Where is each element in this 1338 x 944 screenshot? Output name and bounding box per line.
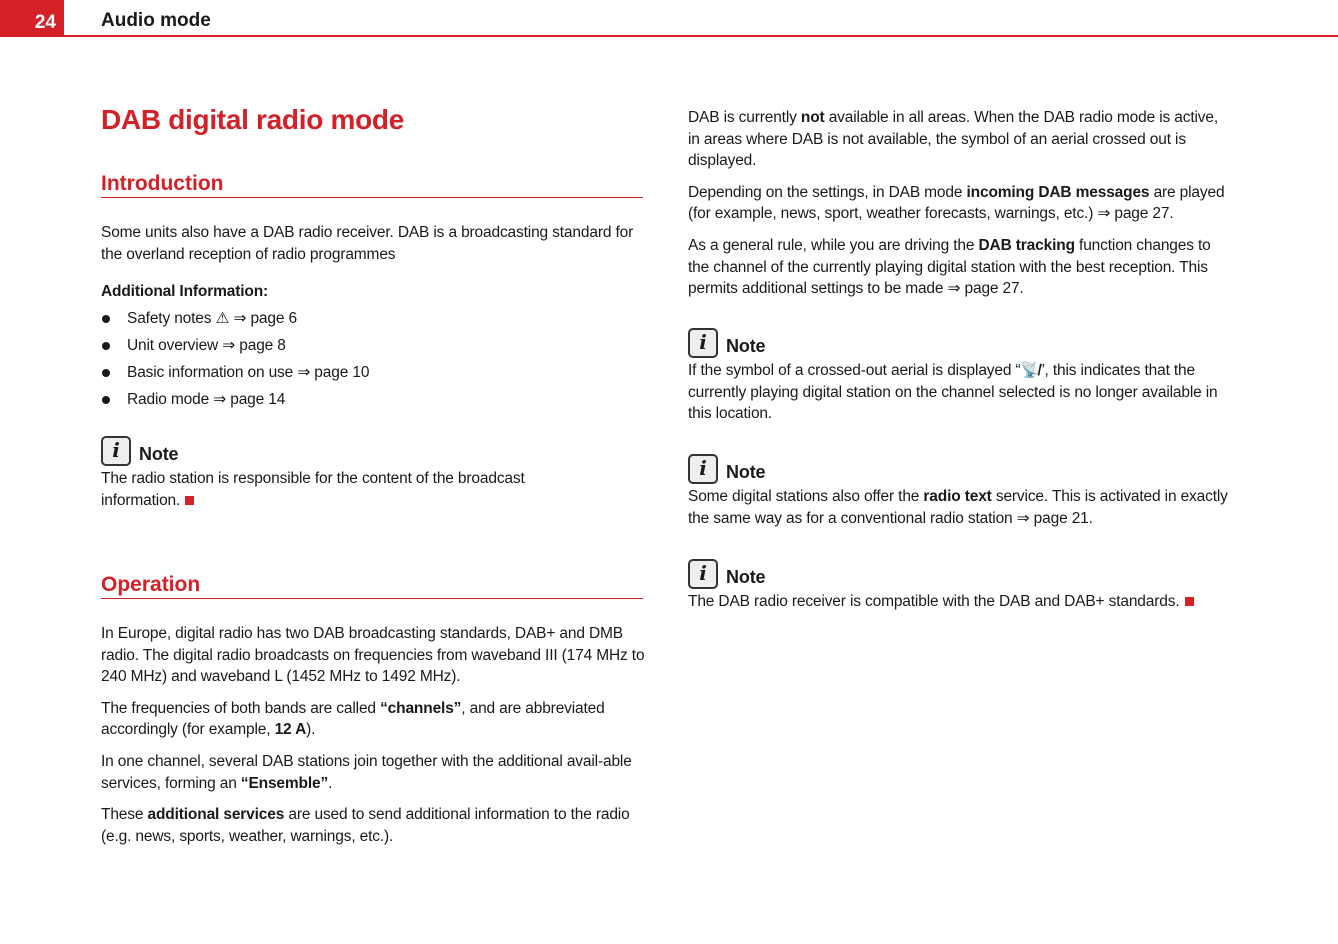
text-run: The radio station is responsible for the content of the broadcast information. bbox=[101, 470, 525, 509]
item-label: Unit overview bbox=[127, 336, 219, 354]
text-run: If the symbol of a crossed-out aerial is displayed “ bbox=[688, 362, 1021, 379]
bold-text: DAB tracking bbox=[978, 236, 1075, 254]
paragraph bbox=[101, 804, 646, 847]
list-item[interactable] bbox=[101, 308, 643, 335]
bold-text: not bbox=[800, 109, 825, 126]
bold-text: “channels” bbox=[380, 699, 462, 717]
info-icon: i bbox=[688, 559, 718, 589]
end-marker-icon bbox=[185, 496, 194, 505]
chapter-title: Audio mode bbox=[101, 10, 211, 31]
intro-paragraph bbox=[101, 222, 643, 265]
bold-text: “Ensemble” bbox=[240, 774, 329, 792]
page-ref-link[interactable]: ⇒ page 8 bbox=[222, 336, 286, 354]
paragraph bbox=[688, 182, 1233, 225]
note-text bbox=[688, 591, 1233, 613]
info-icon: i bbox=[688, 328, 718, 358]
page-ref-link[interactable]: ⇒ page 6 bbox=[233, 309, 297, 327]
info-icon: i bbox=[101, 436, 131, 466]
text-run: ). bbox=[306, 721, 316, 739]
bold-text: additional services bbox=[147, 806, 285, 824]
page-ref-link[interactable]: ⇒ page 14 bbox=[213, 390, 286, 408]
page-title: DAB digital radio mode bbox=[101, 104, 404, 135]
item-label: Safety notes bbox=[127, 309, 212, 327]
paragraph bbox=[101, 623, 646, 688]
text-run: . bbox=[328, 774, 333, 792]
header-divider bbox=[0, 35, 1338, 37]
text-run: ”, this indicates that the currently playing digital station on the channel selected is no longer available in this location. bbox=[688, 362, 1218, 423]
note-block bbox=[688, 324, 1233, 435]
paragraph bbox=[101, 751, 646, 794]
text-run: Depending on the settings, in DAB mode bbox=[688, 183, 967, 201]
text-run: The frequencies of both bands are called bbox=[101, 699, 381, 717]
warning-triangle-icon: ⚠ bbox=[215, 309, 230, 327]
note-heading: Note bbox=[139, 444, 179, 465]
text-run: As a general rule, while you are driving the bbox=[688, 236, 979, 254]
paragraph bbox=[101, 698, 646, 741]
item-label: Basic information on use bbox=[127, 363, 294, 381]
note-heading: Note bbox=[726, 462, 766, 483]
note-text bbox=[101, 468, 571, 511]
text-run: service. This is activated in exactly the same way as for a conventional radio station ⇒ page 21. bbox=[688, 488, 1228, 527]
bold-text: 12 A bbox=[274, 721, 307, 739]
note-heading: Note bbox=[726, 567, 766, 588]
note-heading: Note bbox=[726, 336, 766, 357]
heading-introduction: Introduction bbox=[101, 172, 643, 198]
note-block bbox=[688, 555, 1233, 623]
text-run: These bbox=[101, 806, 148, 824]
item-label: Radio mode bbox=[127, 390, 210, 408]
end-marker-icon bbox=[1185, 597, 1194, 606]
page-ref-link[interactable]: ⇒ page 10 bbox=[297, 363, 370, 381]
heading-operation: Operation bbox=[101, 573, 643, 599]
note-text bbox=[688, 486, 1228, 529]
list-item[interactable] bbox=[101, 389, 643, 416]
reference-list bbox=[101, 308, 643, 416]
text-run: are played (for example, news, sport, weather forecasts, warnings, etc.) ⇒ page 27. bbox=[688, 183, 1225, 223]
bold-text: incoming DAB messages bbox=[966, 183, 1150, 201]
bold-text: 📡̸ bbox=[1020, 362, 1040, 379]
paragraph bbox=[688, 107, 1233, 172]
text-run: In one channel, several DAB stations join together with the additional avail-able services, forming an bbox=[101, 752, 632, 792]
text-run: The DAB radio receiver is compatible with the DAB and DAB+ standards. bbox=[688, 593, 1180, 610]
text-run: DAB is currently bbox=[688, 109, 801, 126]
note-block bbox=[101, 432, 571, 521]
text-run: In Europe, digital radio has two DAB broadcasting standards, DAB+ and DMB radio. The digital radio broadcasts on frequencies from waveband III (174 MHz to 240 MHz) and waveband L (1452 MHz to 1492 MHz). bbox=[101, 625, 645, 686]
operation-text bbox=[101, 623, 646, 857]
text-run: Some units also have a DAB radio receiver. DAB is a broadcasting standard for the overland reception of radio programmes bbox=[101, 224, 634, 263]
note-text bbox=[688, 360, 1233, 425]
info-icon: i bbox=[688, 454, 718, 484]
paragraph bbox=[688, 235, 1233, 300]
bold-text: radio text bbox=[923, 488, 992, 505]
text-run: available in all areas. When the DAB radio mode is active, in areas where DAB is not available, the symbol of an aerial crossed out is displayed. bbox=[688, 109, 1219, 170]
text-run: function changes to the channel of the currently playing digital station with the best reception. This permits additional settings to be made ⇒ page 27. bbox=[688, 236, 1211, 298]
right-column-text bbox=[688, 107, 1233, 310]
text-run: Some digital stations also offer the bbox=[688, 488, 924, 505]
additional-info-label: Additional Information: bbox=[101, 283, 269, 301]
list-item[interactable] bbox=[101, 362, 643, 389]
page-number: 24 bbox=[0, 0, 64, 36]
text-run: , and are abbreviated accordingly (for example, bbox=[101, 699, 605, 739]
note-block bbox=[688, 450, 1228, 539]
text-run: are used to send additional information to the radio (e.g. news, sports, weather, warnings, etc.). bbox=[101, 806, 630, 845]
list-item[interactable] bbox=[101, 335, 643, 362]
